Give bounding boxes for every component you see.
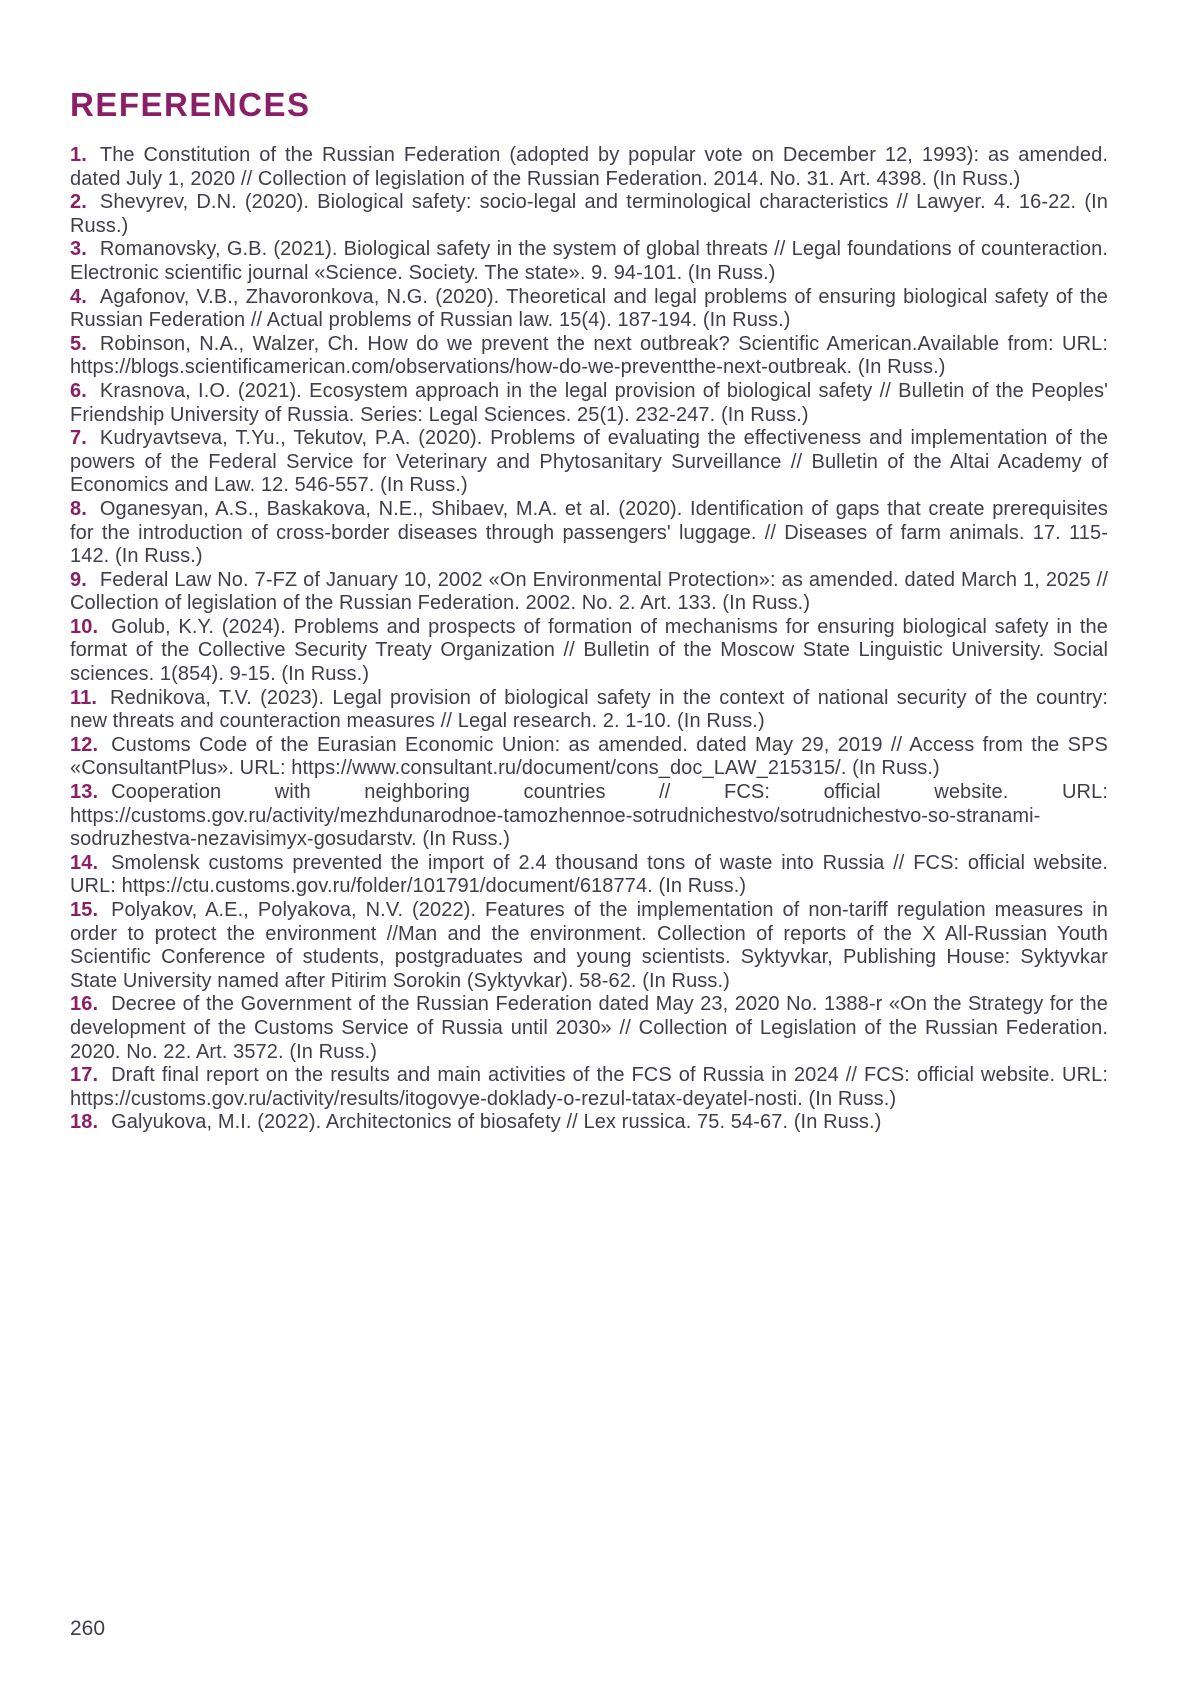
reference-text: Agafonov, V.B., Zhavoronkova, N.G. (2020). Theoretical and legal problems of ensuring biological safety of the Russian Federation // Actual problems of Russian law. 15(4). 187-194. (In Russ.) <box>70 285 1108 332</box>
reference-number: 1. <box>70 144 87 166</box>
reference-number: 8. <box>70 497 87 520</box>
reference-number: 16. <box>70 993 99 1016</box>
reference-item <box>70 1064 1108 1111</box>
reference-item <box>70 286 1108 333</box>
reference-item <box>70 191 1108 238</box>
reference-number: 14. <box>70 851 99 874</box>
reference-text: Shevyrev, D.N. (2020). Biological safety: socio-legal and terminological characteristics // Lawyer. 4. 16-22. (In Russ.) <box>70 191 1108 237</box>
reference-text: Cooperation with neighboring countries // FCS: official website. URL: https://customs.gov.ru/activity/mezhdunarodnoe-tamozhennoe-sotrudnichestvo/sotrudnichestvo-so-stranami-sodruzhestva-nezavisimyx-gosudarstv. (In Russ.) <box>70 781 1108 851</box>
reference-number: 13. <box>70 781 99 804</box>
reference-item <box>70 569 1108 616</box>
reference-text: Oganesyan, A.S., Baskakova, N.E., Shibaev, M.A. et al. (2020). Identification of gaps that create prerequisites for the introduction of cross-border diseases through passengers' luggage. // Diseases of farm animals. 17. 115-142. (In Russ.) <box>70 497 1108 568</box>
reference-item <box>70 238 1108 285</box>
references-heading: REFERENCES <box>70 86 311 123</box>
reference-text: The Constitution of the Russian Federation (adopted by popular vote on December 12, 1993): as amended. dated July 1, 2020 // Collection of legislation of the Russian Federation. 2014. No. 31. Art. 4398. (In Russ.) <box>70 144 1108 190</box>
reference-text: Customs Code of the Eurasian Economic Union: as amended. dated May 29, 2019 // Access from the SPS «ConsultantPlus». URL: https://www.consultant.ru/document/cons_doc_LAW_215315/. (In Russ.) <box>70 733 1108 780</box>
reference-item <box>70 899 1108 993</box>
reference-number: 3. <box>70 238 87 261</box>
reference-text: Galyukova, M.I. (2022). Architectonics of biosafety // Lex russica. 75. 54-67. (In Russ.) <box>111 1111 882 1134</box>
reference-number: 18. <box>70 1111 99 1134</box>
reference-item <box>70 1111 1108 1135</box>
reference-text: Polyakov, A.E., Polyakova, N.V. (2022). Features of the implementation of non-tariff regulation measures in order to protect the environment //Man and the environment. Collection of reports of the X All-Russian Youth Scientific Conference of students, postgraduates and young scientists. Syktyvkar, Publishing House: Syktyvkar State University named after Pitirim Sorokin (Syktyvkar). 58-62. (In Russ.) <box>70 899 1108 992</box>
reference-text: Decree of the Government of the Russian Federation dated May 23, 2020 No. 1388-r «On the Strategy for the development of the Customs Service of Russia until 2030» // Collection of Legislation of the Russian Federation. 2020. No. 22. Art. 3572. (In Russ.) <box>70 993 1108 1063</box>
reference-text: Krasnova, I.O. (2021). Ecosystem approach in the legal provision of biological safety // Bulletin of the Peoples' Friendship University of Russia. Series: Legal Sciences. 25(1). 232-247. (In Russ.) <box>70 379 1108 426</box>
reference-item <box>70 781 1108 852</box>
reference-text: Romanovsky, G.B. (2021). Biological safety in the system of global threats // Legal foundations of counteraction. Electronic scientific journal «Science. Society. The state». 9. 94-101. (In Russ.) <box>70 238 1108 284</box>
reference-number: 7. <box>70 427 87 450</box>
reference-text: Federal Law No. 7-FZ of January 10, 2002 «On Environmental Protection»: as amended. dated March 1, 2025 // Collection of legislation of the Russian Federation. 2002. No. 2. Art. 133. (In Russ.) <box>70 568 1108 615</box>
reference-text: Smolensk customs prevented the import of 2.4 thousand tons of waste into Russia // FCS: official website. URL: https://ctu.customs.gov.ru/folder/101791/document/618774. (In Russ.) <box>70 851 1108 898</box>
reference-number: 15. <box>70 899 99 921</box>
reference-number: 6. <box>70 379 87 402</box>
reference-item <box>70 734 1108 781</box>
reference-text: Robinson, N.A., Walzer, Ch. How do we prevent the next outbreak? Scientific American.Available from: URL: https://blogs.scientificamerican.com/observations/how-do-we-preventthe-next-outbreak. (In Russ.) <box>70 332 1108 379</box>
reference-text: Kudryavtseva, T.Yu., Tekutov, P.A. (2020). Problems of evaluating the effectiveness and implementation of the powers of the Federal Service for Veterinary and Phytosanitary Surveillance // Bulletin of the Altai Academy of Economics and Law. 12. 546-557. (In Russ.) <box>70 427 1108 497</box>
reference-item <box>70 852 1108 899</box>
reference-item <box>70 427 1108 498</box>
reference-item <box>70 144 1108 191</box>
reference-number: 5. <box>70 332 87 355</box>
reference-number: 11. <box>70 686 97 709</box>
reference-number: 4. <box>70 285 87 308</box>
reference-item <box>70 498 1108 569</box>
reference-number: 17. <box>70 1064 99 1087</box>
reference-item <box>70 380 1108 427</box>
reference-text: Draft final report on the results and main activities of the FCS of Russia in 2024 // FCS: official website. URL: https://customs.gov.ru/activity/results/itogovye-doklady-o-rezul-tatax-deyatel-nosti. (In Russ.) <box>70 1064 1108 1110</box>
reference-number: 2. <box>70 191 87 214</box>
reference-number: 10. <box>70 615 99 638</box>
reference-item <box>70 333 1108 380</box>
reference-item <box>70 993 1108 1064</box>
reference-text: Rednikova, T.V. (2023). Legal provision of biological safety in the context of national security of the country: new threats and counteraction measures // Legal research. 2. 1-10. (In Russ.) <box>70 686 1108 733</box>
reference-text: Golub, K.Y. (2024). Problems and prospects of formation of mechanisms for ensuring biological safety in the format of the Collective Security Treaty Organization // Bulletin of the Moscow State Linguistic University. Social sciences. 1(854). 9-15. (In Russ.) <box>70 615 1108 686</box>
reference-number: 9. <box>70 568 87 591</box>
reference-item <box>70 616 1108 687</box>
reference-number: 12. <box>70 733 99 756</box>
page-number: 260 <box>70 1617 106 1640</box>
reference-list <box>70 144 1108 1135</box>
reference-item <box>70 687 1108 734</box>
